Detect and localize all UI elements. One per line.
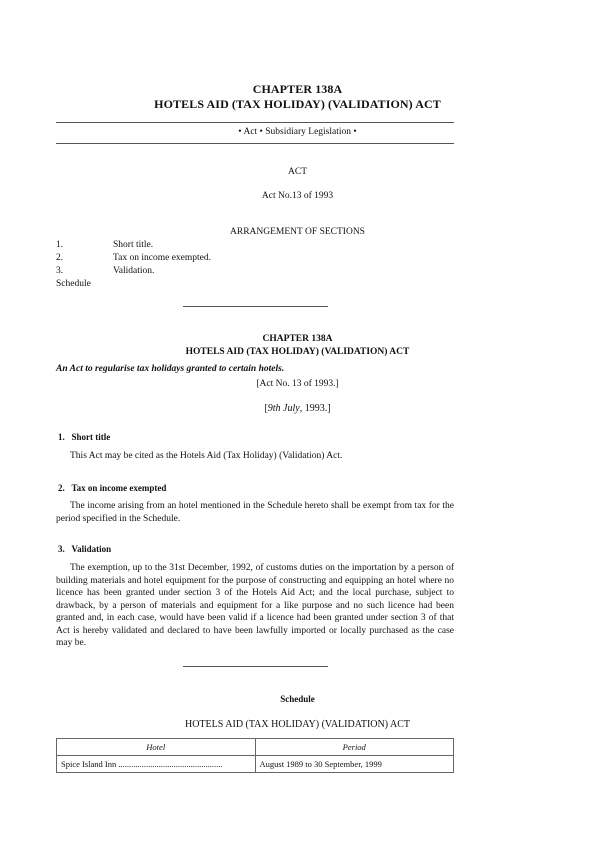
section-number: 3.	[56, 266, 64, 276]
act-title-2: HOTELS AID (TAX HOLIDAY) (VALIDATION) ACT	[185, 347, 410, 357]
section-link-tax-exempted[interactable]: Tax on income exempted.	[113, 253, 211, 263]
arrangement-title: ARRANGEMENT OF SECTIONS	[230, 227, 365, 237]
schedule-title: HOTELS AID (TAX HOLIDAY) (VALIDATION) ACT	[184, 719, 410, 730]
act-title: HOTELS AID (TAX HOLIDAY) (VALIDATION) ACT	[154, 97, 441, 111]
table-row	[57, 756, 454, 773]
nav-rule	[56, 143, 454, 144]
section-link-validation[interactable]: Validation.	[113, 266, 155, 276]
chapter-heading-2: CHAPTER 138A	[262, 334, 333, 344]
schedule-link[interactable]: Schedule	[56, 279, 91, 289]
arrangement-list	[0, 240, 595, 290]
section-number: 1.	[56, 240, 64, 250]
section-3-heading: 3. Validation	[58, 544, 112, 554]
act-reference: [Act No. 13 of 1993.]	[256, 379, 339, 389]
divider-rule	[183, 306, 328, 307]
long-title: An Act to regularise tax holidays granted to certain hotels.	[56, 364, 285, 374]
table-header-row	[57, 739, 454, 756]
schedule-heading: Schedule	[280, 694, 315, 704]
section-number: 2.	[56, 253, 64, 263]
commencement-date	[0, 403, 595, 414]
chapter-heading: CHAPTER 138A	[252, 82, 343, 96]
section-3-text: The exemption, up to the 31st December, 1992, of customs duties on the importation by a person of building materials and hotel equipment for the purpose of constructing and equipping an hotel where no licence has been granted under section 3 of the Hotels Aid Act; and the local purchase, subject to drawback, by a person of materials and equipment for a like purpose and no such licence had been granted and, in each case, would have been valid if a licence had been granted under section 3 of that Act is hereby validated and declared to have been lawfully imported or locally purchased as the case may be.	[56, 563, 454, 648]
section-1-text: This Act may be cited as the Hotels Aid (Tax Holiday) (Validation) Act.	[70, 451, 343, 461]
section-1-heading: 1. Short title	[58, 432, 111, 442]
section-link-short-title[interactable]: Short title.	[113, 240, 154, 250]
divider-rule-2	[183, 666, 328, 667]
act-label: ACT	[288, 167, 307, 177]
schedule-table	[56, 738, 454, 773]
column-header-hotel: Hotel	[57, 739, 256, 756]
date-bracket: [	[264, 403, 268, 414]
nav-links[interactable]: • Act • Subsidiary Legislation •	[238, 127, 357, 137]
top-rule	[56, 122, 454, 123]
date-day: 9th July	[267, 403, 300, 414]
hotel-cell: Spice Island Inn .................................................	[57, 756, 256, 773]
act-number: Act No.13 of 1993	[261, 191, 334, 201]
date-year: , 1993.]	[299, 403, 331, 414]
section-2-heading: 2. Tax on income exempted	[58, 483, 167, 493]
period-cell: August 1989 to 30 September, 1999	[255, 756, 454, 773]
column-header-period: Period	[255, 739, 454, 756]
section-2-text: The income arising from an hotel mentioned in the Schedule hereto shall be exempt from tax for the period specified in the Schedule.	[56, 501, 454, 524]
